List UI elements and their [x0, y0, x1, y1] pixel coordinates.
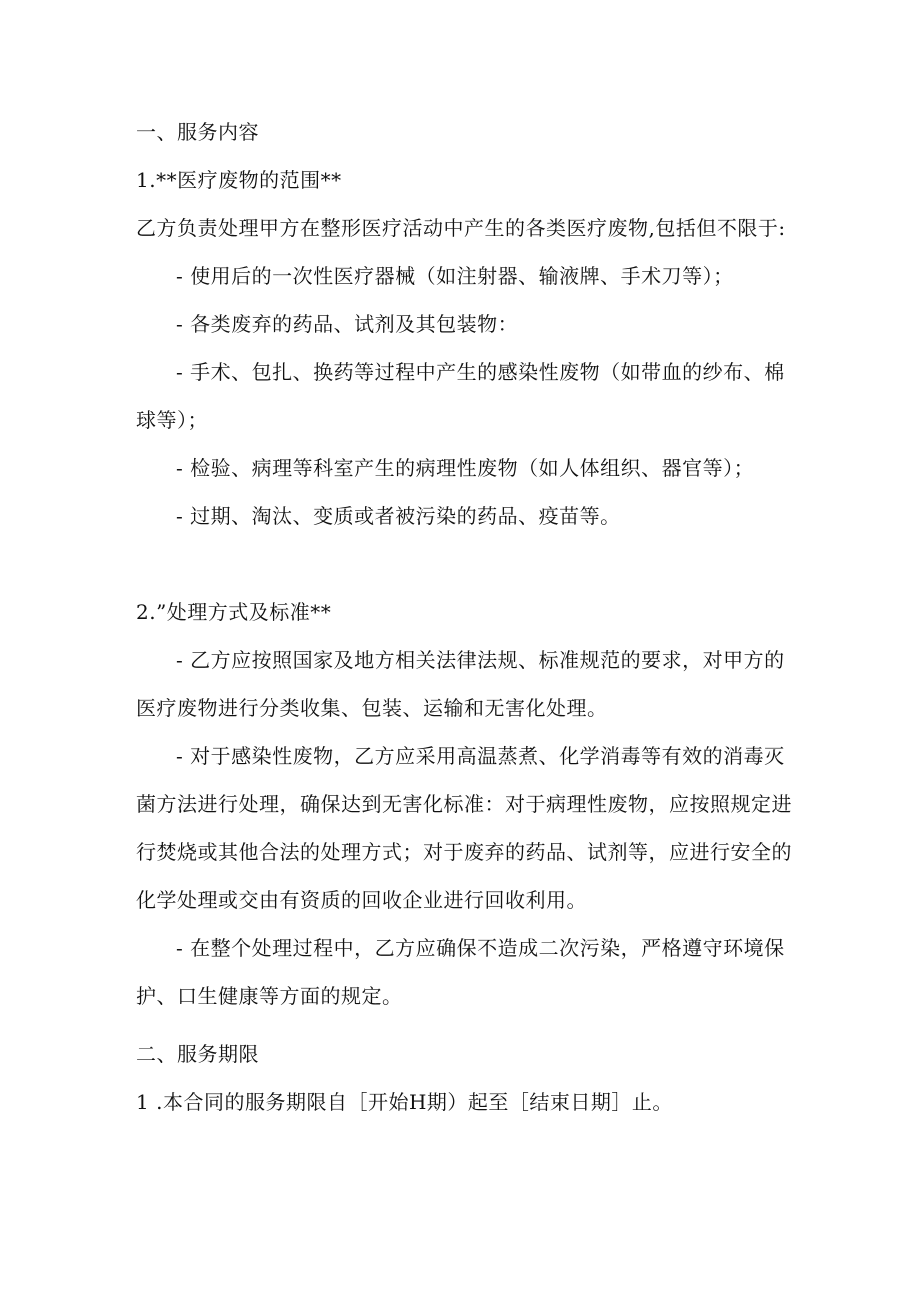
item2-p1-line2: 医疗废物进行分类收集、包装、运输和无害化处理。	[136, 696, 608, 720]
item1-bullet-2: - 各类废弃的药品、试剂及其包装物：	[176, 312, 519, 336]
service-term-line: 1 .本合同的服务期限自［开始H期）起至［结束日期］止。	[136, 1090, 673, 1114]
item2-p3-line1: - 在整个处理过程中，乙方应确保不造成二次污染，严格遵守环境保	[176, 936, 785, 960]
section-heading-service-term: 二、服务期限	[136, 1042, 259, 1066]
item1-bullet-3-line1: - 手术、包扎、换药等过程中产生的感染性废物（如带血的纱布、棉	[176, 360, 785, 384]
item2-p3-line2: 护、口生健康等方面的规定。	[136, 984, 403, 1008]
item1-title: 1.**医疗废物的范围**	[136, 168, 342, 192]
item1-intro: 乙方负责处理甲方在整形医疗活动中产生的各类医疗废物,包括但不限于:	[136, 216, 786, 240]
section-heading-service-content: 一、服务内容	[136, 120, 259, 144]
item2-p2-line4: 化学处理或交由有资质的回收企业进行回收利用。	[136, 888, 587, 912]
item2-p2-line2: 菌方法进行处理，确保达到无害化标准：对于病理性废物，应按照规定进	[136, 792, 792, 816]
item2-p1-line1: - 乙方应按照国家及地方相关法律法规、标准规范的要求，对甲方的	[176, 648, 785, 672]
item2-title: 2.”处理方式及标准**	[136, 600, 332, 624]
item1-bullet-1: - 使用后的一次性医疗器械（如注射器、输液牌、手术刀等）；	[176, 264, 734, 288]
item1-bullet-4: - 检验、病理等科室产生的病理性废物（如人体组织、器官等）；	[176, 456, 755, 480]
item1-bullet-3-line2: 球等）；	[136, 408, 208, 432]
item2-p2-line3: 行焚烧或其他合法的处理方式；对于废弃的药品、试剂等，应进行安全的	[136, 840, 792, 864]
item1-bullet-5: - 过期、淘汰、变质或者被污染的药品、疫苗等。	[176, 504, 621, 528]
item2-p2-line1: - 对于感染性废物，乙方应采用高温蒸煮、化学消毒等有效的消毒灭	[176, 744, 785, 768]
